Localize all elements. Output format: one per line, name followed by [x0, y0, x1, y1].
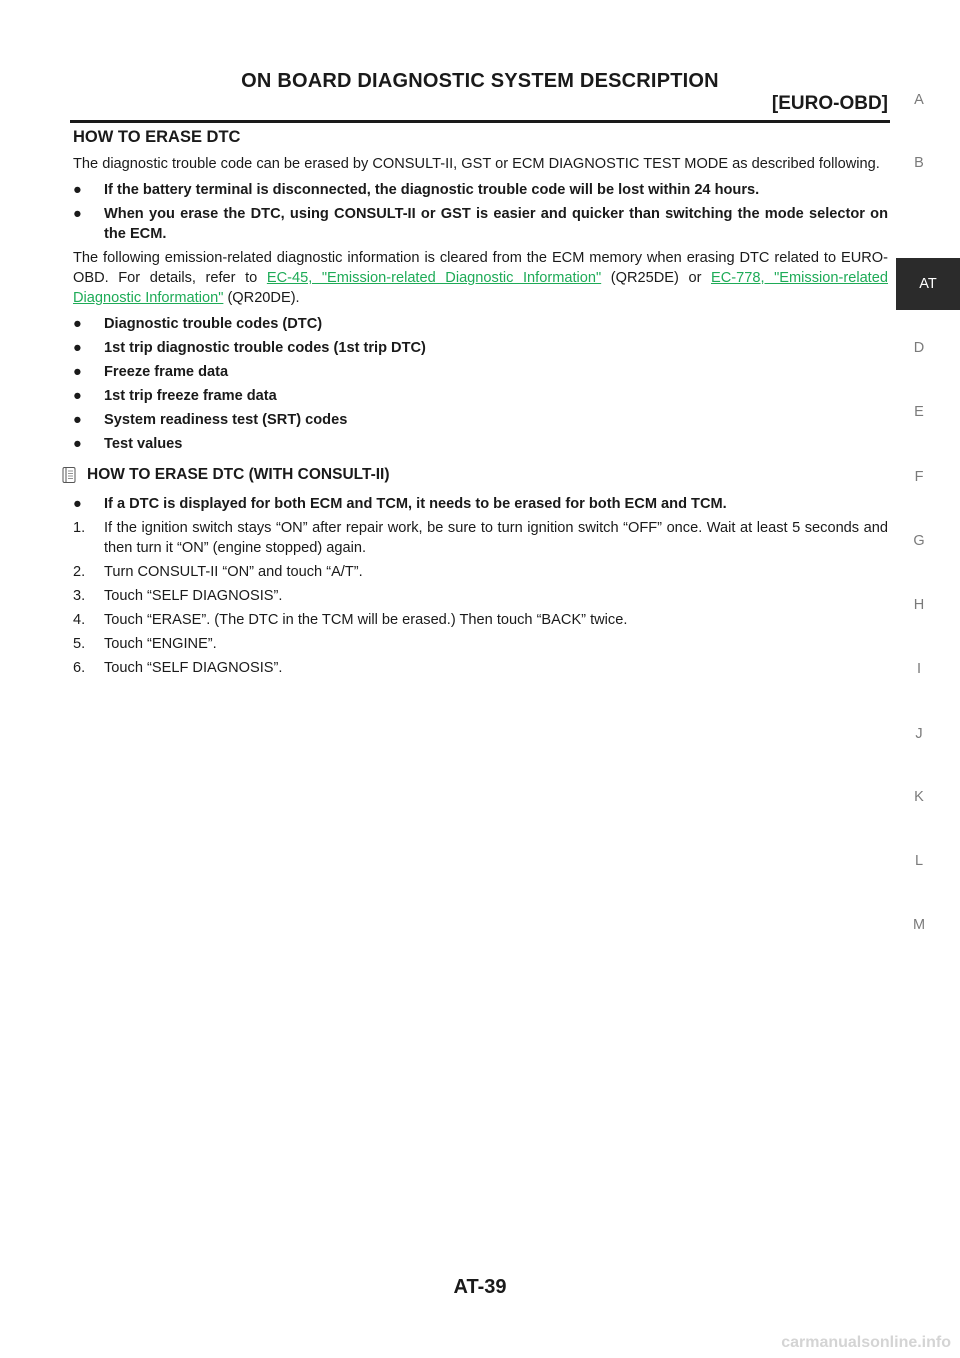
index-tab-a[interactable]: A [914, 92, 924, 108]
index-tab-j[interactable]: J [915, 726, 923, 742]
page-title: ON BOARD DIAGNOSTIC SYSTEM DESCRIPTION [241, 70, 719, 92]
cleared-item: ● 1st trip diagnostic trouble codes (1st trip DTC) [73, 340, 426, 356]
link-ec-778[interactable]: EC-778, "Emission-related Diagnostic Information" [73, 270, 888, 306]
note-item: ● If the battery terminal is disconnected, the diagnostic trouble code will be lost within 24 hours. [73, 182, 760, 198]
index-tab-h[interactable]: H [913, 597, 925, 613]
note-item: ● When you erase the DTC, using CONSULT-II or GST is easier and quicker than switching the mode selector on the ECM. [73, 206, 888, 242]
index-tab-f[interactable]: F [914, 469, 924, 485]
bullet-icon: ● [73, 364, 82, 380]
intro-paragraph: The diagnostic trouble code can be erased by CONSULT-II, GST or ECM DIAGNOSTIC TEST MODE as described following. [73, 156, 880, 172]
page-number: AT-39 [453, 1276, 507, 1298]
cleared-item: ● System readiness test (SRT) codes [73, 412, 348, 428]
cleared-item: ● Diagnostic trouble codes (DTC) [73, 316, 323, 332]
bullet-icon: ● [73, 340, 82, 356]
bullet-icon: ● [73, 316, 82, 332]
bullet-icon: ● [73, 412, 82, 428]
section-heading: HOW TO ERASE DTC [73, 128, 241, 146]
index-tab-at[interactable]: AT [896, 258, 960, 310]
step-item: 2. Turn CONSULT-II “ON” and touch “A/T”. [73, 564, 363, 580]
cleared-info-paragraph: The following emission-related diagnostic information is cleared from the ECM memory when erasing DTC related to EURO-OBD. For details, refer to EC-45, "Emission-related Diagnostic Information" (QR25DE) or EC-778, "Emission-related Diagnostic Information" (QR20DE). [73, 250, 888, 306]
watermark: carmanualsonline.info [781, 1334, 951, 1351]
page-subtitle: [EURO-OBD] [771, 93, 888, 114]
book-icon [60, 466, 78, 484]
index-tab-l[interactable]: L [914, 853, 924, 869]
index-tab-k[interactable]: K [914, 789, 924, 805]
bullet-icon: ● [73, 436, 82, 452]
step-item: 3. Touch “SELF DIAGNOSIS”. [73, 588, 283, 604]
bullet-icon: ● [73, 206, 82, 222]
step-item: 6. Touch “SELF DIAGNOSIS”. [73, 660, 283, 676]
cleared-item: ● Freeze frame data [73, 364, 229, 380]
index-tab-g[interactable]: G [913, 533, 925, 549]
section-index-sidebar [896, 0, 960, 1000]
index-tab-m[interactable]: M [912, 917, 926, 933]
step-item: 4. Touch “ERASE”. (The DTC in the TCM will be erased.) Then touch “BACK” twice. [73, 612, 628, 628]
index-tab-b[interactable]: B [914, 155, 924, 171]
subsection-heading: HOW TO ERASE DTC (WITH CONSULT-II) [60, 464, 875, 486]
header-rule [70, 120, 890, 123]
index-tab-d[interactable]: D [913, 340, 925, 356]
index-tab-i[interactable]: I [916, 661, 922, 677]
index-tab-e[interactable]: E [914, 404, 924, 420]
cleared-item: ● Test values [73, 436, 183, 452]
step-item: 1. If the ignition switch stays “ON” after repair work, be sure to turn ignition switch “OFF” once. Wait at least 5 seconds and then turn it “ON” (engine stopped) again. [73, 520, 888, 556]
bullet-icon: ● [73, 496, 82, 512]
consult-note: ● If a DTC is displayed for both ECM and TCM, it needs to be erased for both ECM and TCM. [73, 496, 727, 512]
step-item: 5. Touch “ENGINE”. [73, 636, 217, 652]
link-ec-45[interactable]: EC-45, "Emission-related Diagnostic Information" [266, 270, 602, 286]
cleared-item: ● 1st trip freeze frame data [73, 388, 277, 404]
bullet-icon: ● [73, 388, 82, 404]
bullet-icon: ● [73, 182, 82, 198]
main-content [73, 126, 888, 682]
